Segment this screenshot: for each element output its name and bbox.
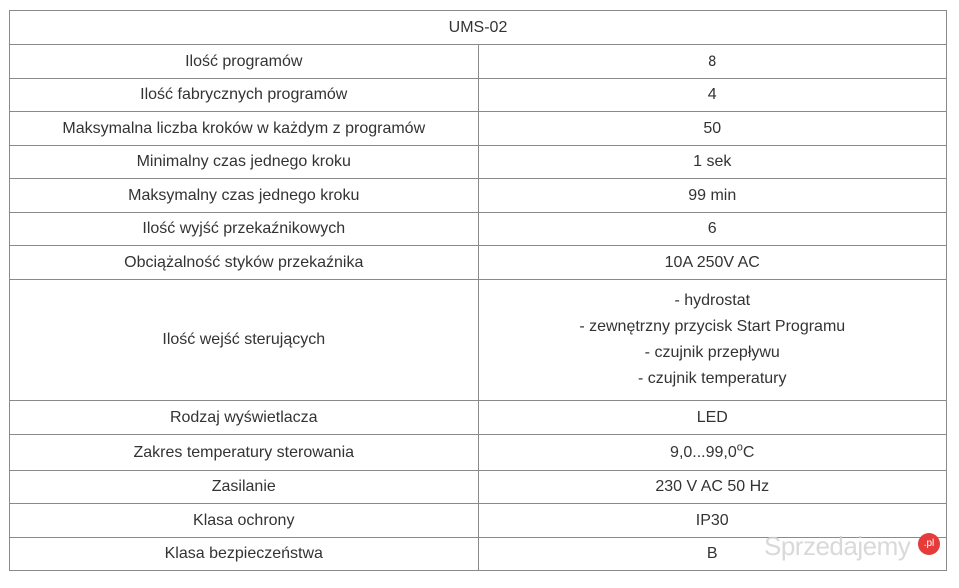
table-row <box>10 471 947 504</box>
temp-unit: C <box>742 443 755 461</box>
table-row <box>10 79 947 112</box>
row-value: 8 <box>478 45 947 79</box>
input-item: - czujnik temperatury <box>638 370 787 387</box>
degree-sup: o <box>736 441 743 454</box>
row-label: Ilość programów <box>10 45 479 79</box>
row-value: 99 min <box>478 179 947 213</box>
table-row <box>10 401 947 435</box>
row-label: Zakres temperatury sterowania <box>10 435 479 471</box>
watermark-text: Sprzedajemy <box>764 531 911 561</box>
table-row <box>10 213 947 246</box>
row-value: 6 <box>478 213 947 246</box>
row-label: Ilość fabrycznych programów <box>10 79 479 112</box>
table-row <box>10 146 947 179</box>
row-label: Minimalny czas jednego kroku <box>10 146 479 179</box>
row-label: Klasa ochrony <box>10 504 479 538</box>
row-value: IP30 <box>478 504 947 538</box>
input-item: - hydrostat <box>674 292 751 309</box>
row-value: 230 V AC 50 Hz <box>478 471 947 504</box>
row-label: Obciążalność styków przekaźnika <box>10 246 479 280</box>
row-value-list <box>478 280 947 401</box>
input-item: - czujnik przepływu <box>644 344 780 361</box>
table-row <box>10 280 947 401</box>
spec-table <box>9 10 947 571</box>
row-label: Klasa bezpieczeństwa <box>10 538 479 571</box>
row-value: 10A 250V AC <box>478 246 947 280</box>
table-row <box>10 112 947 146</box>
table-row <box>10 179 947 213</box>
input-item: - zewnętrzny przycisk Start Programu <box>579 318 846 335</box>
watermark-badge: .pl <box>918 533 940 555</box>
row-label: Ilość wyjść przekaźnikowych <box>10 213 479 246</box>
table-row <box>10 246 947 280</box>
row-value: 1 sek <box>478 146 947 179</box>
row-label: Ilość wejść sterujących <box>10 280 479 401</box>
row-value: 50 <box>478 112 947 146</box>
row-label: Rodzaj wyświetlacza <box>10 401 479 435</box>
table-title: UMS-02 <box>10 11 947 45</box>
row-label: Maksymalny czas jednego kroku <box>10 179 479 213</box>
table-row <box>10 435 947 471</box>
row-value: 4 <box>478 79 947 112</box>
row-value: LED <box>478 401 947 435</box>
row-value <box>478 435 947 471</box>
table-header-row <box>10 11 947 45</box>
temp-range: 9,0...99,0 <box>670 443 737 461</box>
row-label: Zasilanie <box>10 471 479 504</box>
table-row <box>10 45 947 79</box>
row-value: B <box>478 538 947 571</box>
row-label: Maksymalna liczba kroków w każdym z programów <box>10 112 479 146</box>
